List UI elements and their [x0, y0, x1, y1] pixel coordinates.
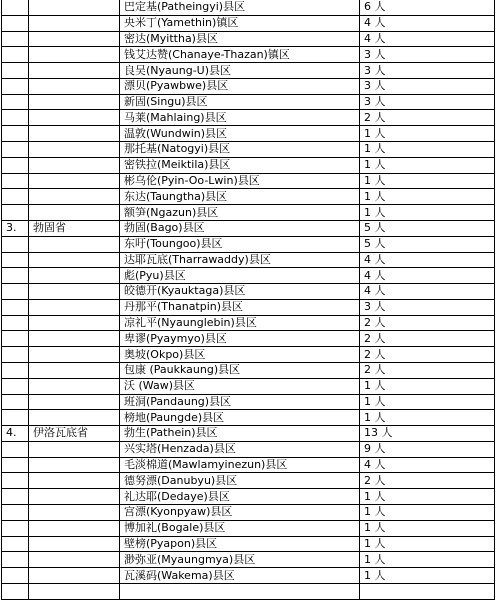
- province-cell: [29, 110, 120, 126]
- district-cell: 奥坡(Okpo)县区: [120, 347, 360, 363]
- row-number-cell: [2, 315, 29, 331]
- row-number-cell: [2, 552, 29, 568]
- row-number-cell: [2, 457, 29, 473]
- table-row: [2, 299, 495, 315]
- row-number-cell: [2, 489, 29, 505]
- row-number-cell: [2, 173, 29, 189]
- province-cell: [29, 284, 120, 300]
- count-cell: 4 人: [360, 252, 495, 268]
- count-cell: 3 人: [360, 94, 495, 110]
- table-row: [2, 520, 495, 536]
- province-cell: [29, 378, 120, 394]
- district-cell: 礼达耶(Dedaye)县区: [120, 489, 360, 505]
- district-cell: 新固(Singu)县区: [120, 94, 360, 110]
- district-table: [1, 0, 495, 600]
- table-row: [2, 536, 495, 552]
- district-cell: 央米丁(Yamethin)镇区: [120, 15, 360, 31]
- district-cell: 东达(Taungtha)县区: [120, 189, 360, 205]
- district-cell: 班洞(Pandaung)县区: [120, 394, 360, 410]
- district-cell: 凉礼平(Nyaunglebin)县区: [120, 315, 360, 331]
- province-cell: [29, 31, 120, 47]
- table-row: [2, 47, 495, 63]
- row-number-cell: [2, 331, 29, 347]
- province-cell: [29, 173, 120, 189]
- province-cell: [29, 410, 120, 426]
- count-cell: [360, 583, 495, 599]
- row-number-cell: [2, 63, 29, 79]
- count-cell: 2 人: [360, 331, 495, 347]
- row-number-cell: [2, 441, 29, 457]
- row-number-cell: [2, 31, 29, 47]
- table-row: [2, 220, 495, 236]
- table-row: [2, 142, 495, 158]
- province-cell: [29, 568, 120, 584]
- count-cell: 1 人: [360, 536, 495, 552]
- province-cell: [29, 252, 120, 268]
- district-cell: [120, 583, 360, 599]
- province-cell: [29, 94, 120, 110]
- count-cell: 3 人: [360, 78, 495, 94]
- table-row: [2, 236, 495, 252]
- province-cell: [29, 126, 120, 142]
- district-cell: 毛淡棉道(Mawlamyinezun)县区: [120, 457, 360, 473]
- province-cell: [29, 347, 120, 363]
- province-cell: [29, 142, 120, 158]
- province-cell: [29, 157, 120, 173]
- count-cell: 1 人: [360, 189, 495, 205]
- row-number-cell: [2, 410, 29, 426]
- table-row: [2, 489, 495, 505]
- table-row: [2, 331, 495, 347]
- row-number-cell: [2, 78, 29, 94]
- district-cell: 漂贝(Pyawbwe)县区: [120, 78, 360, 94]
- count-cell: 6 人: [360, 0, 495, 15]
- row-number-cell: [2, 394, 29, 410]
- row-number-cell: [2, 473, 29, 489]
- count-cell: 2 人: [360, 347, 495, 363]
- district-cell: 勃生(Pathein)县区: [120, 426, 360, 442]
- district-cell: 彪(Pyu)县区: [120, 268, 360, 284]
- count-cell: 1 人: [360, 394, 495, 410]
- province-cell: [29, 0, 120, 15]
- table-row: [2, 583, 495, 599]
- row-number-cell: [2, 378, 29, 394]
- table-row: [2, 473, 495, 489]
- district-cell: 勃固(Bago)县区: [120, 220, 360, 236]
- province-cell: [29, 552, 120, 568]
- count-cell: 1 人: [360, 157, 495, 173]
- table-row: [2, 284, 495, 300]
- table-row: [2, 252, 495, 268]
- count-cell: 2 人: [360, 362, 495, 378]
- district-cell: 壁榜(Pyapon)县区: [120, 536, 360, 552]
- row-number-cell: [2, 126, 29, 142]
- district-cell: 密铁拉(Meiktila)县区: [120, 157, 360, 173]
- table-row: [2, 552, 495, 568]
- province-cell: [29, 536, 120, 552]
- district-cell: 巴定基(Patheingyi)县区: [120, 0, 360, 15]
- table-row: [2, 205, 495, 221]
- row-number-cell: [2, 299, 29, 315]
- row-number-cell: 4.: [2, 426, 29, 442]
- count-cell: 1 人: [360, 505, 495, 521]
- count-cell: 4 人: [360, 268, 495, 284]
- table-row: [2, 94, 495, 110]
- table-row: [2, 441, 495, 457]
- province-cell: [29, 520, 120, 536]
- district-cell: 马莱(Mahlaing)县区: [120, 110, 360, 126]
- row-number-cell: [2, 347, 29, 363]
- table-row: [2, 410, 495, 426]
- province-cell: 伊洛瓦底省: [29, 426, 120, 442]
- row-number-cell: [2, 142, 29, 158]
- province-cell: [29, 583, 120, 599]
- count-cell: 2 人: [360, 473, 495, 489]
- district-cell: 兴实塔(Henzada)县区: [120, 441, 360, 457]
- province-cell: [29, 394, 120, 410]
- province-cell: [29, 315, 120, 331]
- row-number-cell: [2, 583, 29, 599]
- count-cell: 5 人: [360, 220, 495, 236]
- count-cell: 1 人: [360, 489, 495, 505]
- row-number-cell: [2, 157, 29, 173]
- table-row: [2, 173, 495, 189]
- count-cell: 1 人: [360, 205, 495, 221]
- table-row: [2, 268, 495, 284]
- district-cell: 彬乌伦(Pyin-Oo-Lwin)县区: [120, 173, 360, 189]
- table-row: [2, 126, 495, 142]
- province-cell: [29, 15, 120, 31]
- district-table-body: [2, 0, 495, 599]
- table-row: [2, 189, 495, 205]
- province-cell: 勃固省: [29, 220, 120, 236]
- district-cell: 达耶瓦底(Tharrawaddy)县区: [120, 252, 360, 268]
- table-row: [2, 110, 495, 126]
- row-number-cell: [2, 205, 29, 221]
- district-cell: 皎德开(Kyauktaga)县区: [120, 284, 360, 300]
- table-row: [2, 394, 495, 410]
- province-cell: [29, 457, 120, 473]
- count-cell: 5 人: [360, 236, 495, 252]
- province-cell: [29, 489, 120, 505]
- table-row: [2, 63, 495, 79]
- count-cell: 4 人: [360, 15, 495, 31]
- count-cell: 13 人: [360, 426, 495, 442]
- province-cell: [29, 63, 120, 79]
- row-number-cell: [2, 362, 29, 378]
- province-cell: [29, 505, 120, 521]
- row-number-cell: [2, 110, 29, 126]
- district-cell: 榜地(Paungde)县区: [120, 410, 360, 426]
- row-number-cell: 3.: [2, 220, 29, 236]
- district-cell: 东吁(Toungoo)县区: [120, 236, 360, 252]
- table-row: [2, 426, 495, 442]
- district-cell: 温敦(Wundwin)县区: [120, 126, 360, 142]
- row-number-cell: [2, 252, 29, 268]
- district-cell: 额笋(Ngazun)县区: [120, 205, 360, 221]
- count-cell: 3 人: [360, 63, 495, 79]
- table-row: [2, 568, 495, 584]
- district-cell: 钱艾达赞(Chanaye-Thazan)镇区: [120, 47, 360, 63]
- row-number-cell: [2, 236, 29, 252]
- district-cell: 渺弥亚(Myaungmya)县区: [120, 552, 360, 568]
- district-cell: 卑谬(Pyaymyo)县区: [120, 331, 360, 347]
- province-cell: [29, 299, 120, 315]
- district-cell: 瓦溪码(Wakema)县区: [120, 568, 360, 584]
- table-row: [2, 505, 495, 521]
- table-row: [2, 0, 495, 15]
- province-cell: [29, 205, 120, 221]
- table-row: [2, 347, 495, 363]
- table-row: [2, 157, 495, 173]
- count-cell: 1 人: [360, 568, 495, 584]
- table-row: [2, 315, 495, 331]
- district-cell: 博加礼(Bogale)县区: [120, 520, 360, 536]
- province-cell: [29, 47, 120, 63]
- count-cell: 4 人: [360, 457, 495, 473]
- row-number-cell: [2, 94, 29, 110]
- district-cell: 沃 (Waw)县区: [120, 378, 360, 394]
- province-cell: [29, 78, 120, 94]
- table-row: [2, 78, 495, 94]
- count-cell: 4 人: [360, 284, 495, 300]
- row-number-cell: [2, 520, 29, 536]
- province-cell: [29, 189, 120, 205]
- row-number-cell: [2, 0, 29, 15]
- district-cell: 良吴(Nyaung-U)县区: [120, 63, 360, 79]
- district-cell: 密达(Myittha)县区: [120, 31, 360, 47]
- district-cell: 丹那平(Thanatpin)县区: [120, 299, 360, 315]
- row-number-cell: [2, 536, 29, 552]
- row-number-cell: [2, 284, 29, 300]
- province-cell: [29, 473, 120, 489]
- row-number-cell: [2, 505, 29, 521]
- table-row: [2, 362, 495, 378]
- district-cell: 包康 (Paukkaung)县区: [120, 362, 360, 378]
- district-cell: 那托基(Natogyi)县区: [120, 142, 360, 158]
- row-number-cell: [2, 47, 29, 63]
- count-cell: 1 人: [360, 378, 495, 394]
- province-cell: [29, 441, 120, 457]
- count-cell: 4 人: [360, 31, 495, 47]
- row-number-cell: [2, 268, 29, 284]
- count-cell: 2 人: [360, 315, 495, 331]
- row-number-cell: [2, 189, 29, 205]
- district-cell: 宫漂(Kyonpyaw)县区: [120, 505, 360, 521]
- count-cell: 1 人: [360, 552, 495, 568]
- district-cell: 德努漂(Danubyu)县区: [120, 473, 360, 489]
- count-cell: 3 人: [360, 299, 495, 315]
- province-cell: [29, 236, 120, 252]
- count-cell: 2 人: [360, 110, 495, 126]
- province-cell: [29, 331, 120, 347]
- count-cell: 1 人: [360, 173, 495, 189]
- count-cell: 3 人: [360, 47, 495, 63]
- row-number-cell: [2, 568, 29, 584]
- count-cell: 1 人: [360, 520, 495, 536]
- table-row: [2, 31, 495, 47]
- row-number-cell: [2, 15, 29, 31]
- count-cell: 1 人: [360, 126, 495, 142]
- count-cell: 1 人: [360, 142, 495, 158]
- province-cell: [29, 268, 120, 284]
- count-cell: 9 人: [360, 441, 495, 457]
- table-row: [2, 457, 495, 473]
- table-row: [2, 15, 495, 31]
- province-cell: [29, 362, 120, 378]
- table-row: [2, 378, 495, 394]
- count-cell: 1 人: [360, 410, 495, 426]
